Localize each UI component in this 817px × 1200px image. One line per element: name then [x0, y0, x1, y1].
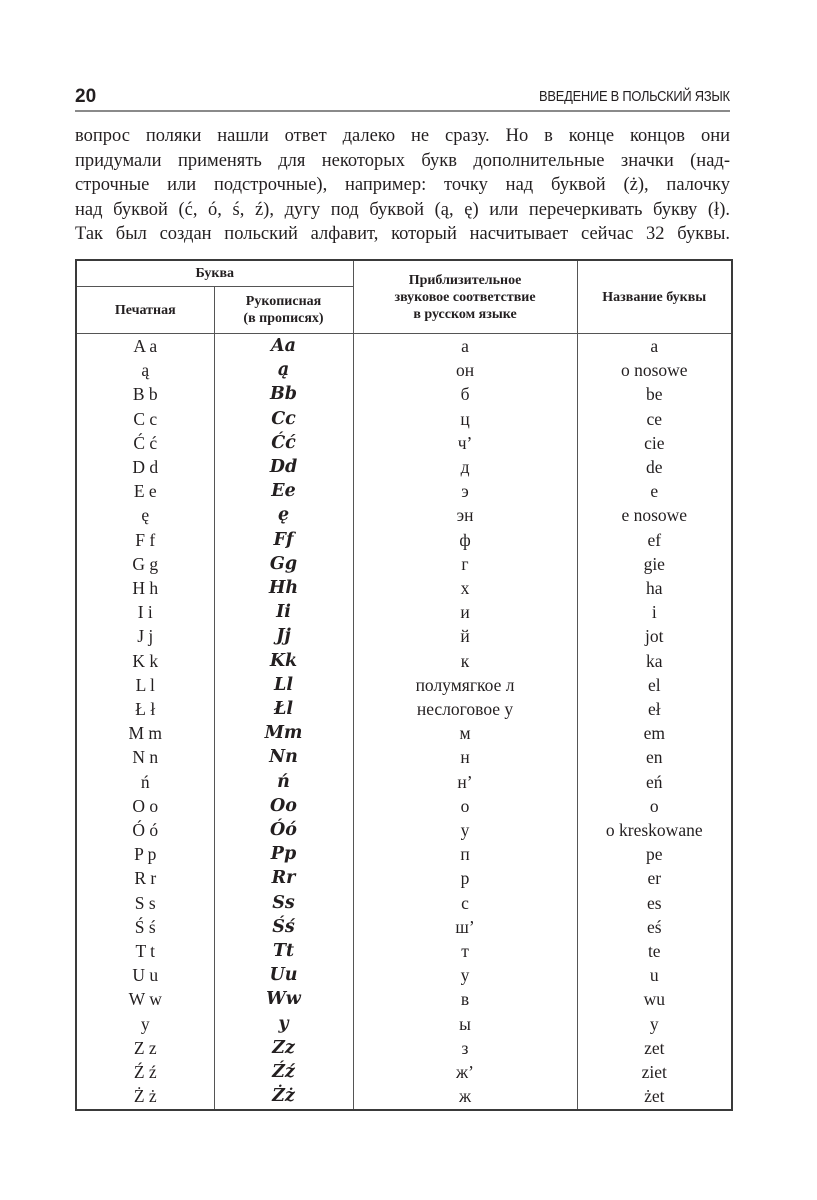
table-row: [76, 697, 732, 721]
handwritten-cell: Ii: [214, 600, 353, 624]
name-cell: de: [577, 455, 732, 479]
printed-cell: M m: [76, 721, 214, 745]
table-row: [76, 358, 732, 382]
handwritten-cell: Ff: [214, 528, 353, 552]
table-row: [76, 382, 732, 406]
table-row: [76, 455, 732, 479]
running-title: ВВЕДЕНИЕ В ПОЛЬСКИЙ ЯЗЫК: [539, 88, 730, 105]
table-row: [76, 576, 732, 600]
printed-cell: N n: [76, 745, 214, 769]
table-row: [76, 624, 732, 648]
printed-cell: O o: [76, 794, 214, 818]
sound-cell: эн: [353, 503, 577, 527]
table-row: [76, 528, 732, 552]
table-row: [76, 721, 732, 745]
handwritten-cell: Źź: [214, 1060, 353, 1084]
table-row: [76, 649, 732, 673]
page-header: [75, 84, 730, 112]
handwritten-cell: Ss: [214, 891, 353, 915]
name-cell: ka: [577, 649, 732, 673]
handwritten-cell: ą: [214, 358, 353, 382]
table-row: [76, 1012, 732, 1036]
printed-cell: Ł ł: [76, 697, 214, 721]
printed-cell: Ć ć: [76, 431, 214, 455]
handwritten-cell: Nn: [214, 745, 353, 769]
table-row: [76, 407, 732, 431]
table-row: [76, 770, 732, 794]
table-row: [76, 334, 732, 359]
name-cell: a: [577, 334, 732, 359]
table-row: [76, 963, 732, 987]
header-handwritten: [214, 287, 353, 334]
name-cell: er: [577, 866, 732, 890]
handwritten-cell: Tt: [214, 939, 353, 963]
printed-cell: W w: [76, 987, 214, 1011]
handwritten-cell: Aa: [214, 334, 353, 359]
printed-cell: R r: [76, 866, 214, 890]
sound-cell: ф: [353, 528, 577, 552]
name-cell: ef: [577, 528, 732, 552]
printed-cell: ą: [76, 358, 214, 382]
sound-cell: м: [353, 721, 577, 745]
name-cell: el: [577, 673, 732, 697]
sound-cell: у: [353, 963, 577, 987]
sound-cell: о: [353, 794, 577, 818]
handwritten-cell: Cc: [214, 407, 353, 431]
name-cell: be: [577, 382, 732, 406]
handwritten-cell: Śś: [214, 915, 353, 939]
sound-cell: у: [353, 818, 577, 842]
printed-cell: S s: [76, 891, 214, 915]
table-row: [76, 891, 732, 915]
sound-cell: с: [353, 891, 577, 915]
printed-cell: ń: [76, 770, 214, 794]
name-cell: ziet: [577, 1060, 732, 1084]
printed-cell: D d: [76, 455, 214, 479]
handwritten-cell: Zz: [214, 1036, 353, 1060]
printed-cell: G g: [76, 552, 214, 576]
printed-cell: H h: [76, 576, 214, 600]
sound-cell: он: [353, 358, 577, 382]
body-paragraph: [75, 124, 730, 247]
printed-cell: y: [76, 1012, 214, 1036]
printed-cell: E e: [76, 479, 214, 503]
handwritten-cell: Żż: [214, 1084, 353, 1109]
body-line: придумали применять для некоторых букв дополнительные значки (над-: [75, 150, 730, 171]
header-handwritten-line: (в прописях): [243, 311, 324, 326]
handwritten-cell: Łl: [214, 697, 353, 721]
sound-cell: н: [353, 745, 577, 769]
sound-cell: э: [353, 479, 577, 503]
body-line: над буквой (ć, ó, ś, ź), дугу под буквой (ą, ę) или перечеркивать букву (ł).: [75, 199, 730, 220]
sound-cell: неслоговое у: [353, 697, 577, 721]
table-row: [76, 673, 732, 697]
table-row: [76, 745, 732, 769]
table-body: [76, 334, 732, 1110]
header-sound: [353, 260, 577, 334]
printed-cell: T t: [76, 939, 214, 963]
printed-cell: ę: [76, 503, 214, 527]
table-row: [76, 794, 732, 818]
printed-cell: F f: [76, 528, 214, 552]
handwritten-cell: Dd: [214, 455, 353, 479]
header-handwritten-line: Рукописная: [245, 294, 322, 309]
printed-cell: Ż ż: [76, 1084, 214, 1109]
header-sound-line: в русском языке: [413, 306, 517, 322]
sound-cell: х: [353, 576, 577, 600]
printed-cell: B b: [76, 382, 214, 406]
handwritten-cell: Jj: [214, 624, 353, 648]
name-cell: eł: [577, 697, 732, 721]
table-row: [76, 552, 732, 576]
name-cell: jot: [577, 624, 732, 648]
sound-cell: ч’: [353, 431, 577, 455]
name-cell: o nosowe: [577, 358, 732, 382]
printed-cell: J j: [76, 624, 214, 648]
sound-cell: ж: [353, 1084, 577, 1109]
header-printed: Печатная: [76, 287, 214, 334]
body-line: вопрос поляки нашли ответ далеко не сразу. Но в конце концов они: [75, 126, 730, 146]
name-cell: te: [577, 939, 732, 963]
name-cell: i: [577, 600, 732, 624]
sound-cell: ж’: [353, 1060, 577, 1084]
handwritten-cell: Ll: [214, 673, 353, 697]
sound-cell: ы: [353, 1012, 577, 1036]
table-row: [76, 1084, 732, 1109]
polish-alphabet-table: [75, 259, 733, 1111]
sound-cell: з: [353, 1036, 577, 1060]
handwritten-cell: Hh: [214, 576, 353, 600]
handwritten-cell: Bb: [214, 382, 353, 406]
name-cell: en: [577, 745, 732, 769]
sound-cell: полумягкое л: [353, 673, 577, 697]
page-number: 20: [75, 86, 97, 107]
table-row: [76, 866, 732, 890]
table-row: [76, 1060, 732, 1084]
handwritten-cell: Ww: [214, 987, 353, 1011]
sound-cell: к: [353, 649, 577, 673]
sound-cell: и: [353, 600, 577, 624]
handwritten-cell: Ee: [214, 479, 353, 503]
name-cell: gie: [577, 552, 732, 576]
name-cell: żet: [577, 1084, 732, 1109]
handwritten-cell: Uu: [214, 963, 353, 987]
name-cell: e: [577, 479, 732, 503]
printed-cell: A a: [76, 334, 214, 359]
name-cell: ha: [577, 576, 732, 600]
sound-cell: н’: [353, 770, 577, 794]
handwritten-cell: y: [214, 1012, 353, 1036]
printed-cell: Ó ó: [76, 818, 214, 842]
sound-cell: р: [353, 866, 577, 890]
printed-cell: K k: [76, 649, 214, 673]
sound-cell: ш’: [353, 915, 577, 939]
sound-cell: т: [353, 939, 577, 963]
name-cell: eń: [577, 770, 732, 794]
sound-cell: г: [353, 552, 577, 576]
table-row: [76, 818, 732, 842]
printed-cell: L l: [76, 673, 214, 697]
table-row: [76, 503, 732, 527]
table-row: [76, 600, 732, 624]
header-letter-group: Буква: [76, 260, 353, 287]
sound-cell: й: [353, 624, 577, 648]
header-sound-line: Приблизительное: [408, 272, 522, 288]
handwritten-cell: Óó: [214, 818, 353, 842]
printed-cell: Z z: [76, 1036, 214, 1060]
table-row: [76, 1036, 732, 1060]
sound-cell: ц: [353, 407, 577, 431]
header-name: Название буквы: [577, 260, 732, 334]
handwritten-cell: Mm: [214, 721, 353, 745]
handwritten-cell: Kk: [214, 649, 353, 673]
sound-cell: в: [353, 987, 577, 1011]
sound-cell: а: [353, 334, 577, 359]
name-cell: em: [577, 721, 732, 745]
sound-cell: п: [353, 842, 577, 866]
name-cell: y: [577, 1012, 732, 1036]
body-line: Так был создан польский алфавит, который насчитывает сейчас 32 буквы.: [75, 224, 730, 245]
printed-cell: U u: [76, 963, 214, 987]
handwritten-cell: ń: [214, 770, 353, 794]
name-cell: cie: [577, 431, 732, 455]
header-sound-line: звуковое соответствие: [394, 289, 536, 305]
handwritten-cell: Pp: [214, 842, 353, 866]
table-row: [76, 842, 732, 866]
handwritten-cell: Ćć: [214, 431, 353, 455]
body-line: строчные или подстрочные), например: точку над буквой (ż), палочку: [75, 175, 730, 196]
printed-cell: P p: [76, 842, 214, 866]
table-row: [76, 915, 732, 939]
name-cell: e nosowe: [577, 503, 732, 527]
printed-cell: Ś ś: [76, 915, 214, 939]
name-cell: o kreskowane: [577, 818, 732, 842]
table-row: [76, 479, 732, 503]
name-cell: pe: [577, 842, 732, 866]
table-row: [76, 939, 732, 963]
table-row: [76, 431, 732, 455]
name-cell: ce: [577, 407, 732, 431]
printed-cell: Ź ź: [76, 1060, 214, 1084]
name-cell: zet: [577, 1036, 732, 1060]
handwritten-cell: Rr: [214, 866, 353, 890]
name-cell: u: [577, 963, 732, 987]
name-cell: o: [577, 794, 732, 818]
handwritten-cell: Oo: [214, 794, 353, 818]
sound-cell: б: [353, 382, 577, 406]
name-cell: wu: [577, 987, 732, 1011]
printed-cell: C c: [76, 407, 214, 431]
name-cell: es: [577, 891, 732, 915]
handwritten-cell: Gg: [214, 552, 353, 576]
sound-cell: д: [353, 455, 577, 479]
name-cell: eś: [577, 915, 732, 939]
table-row: [76, 987, 732, 1011]
printed-cell: I i: [76, 600, 214, 624]
handwritten-cell: ę: [214, 503, 353, 527]
